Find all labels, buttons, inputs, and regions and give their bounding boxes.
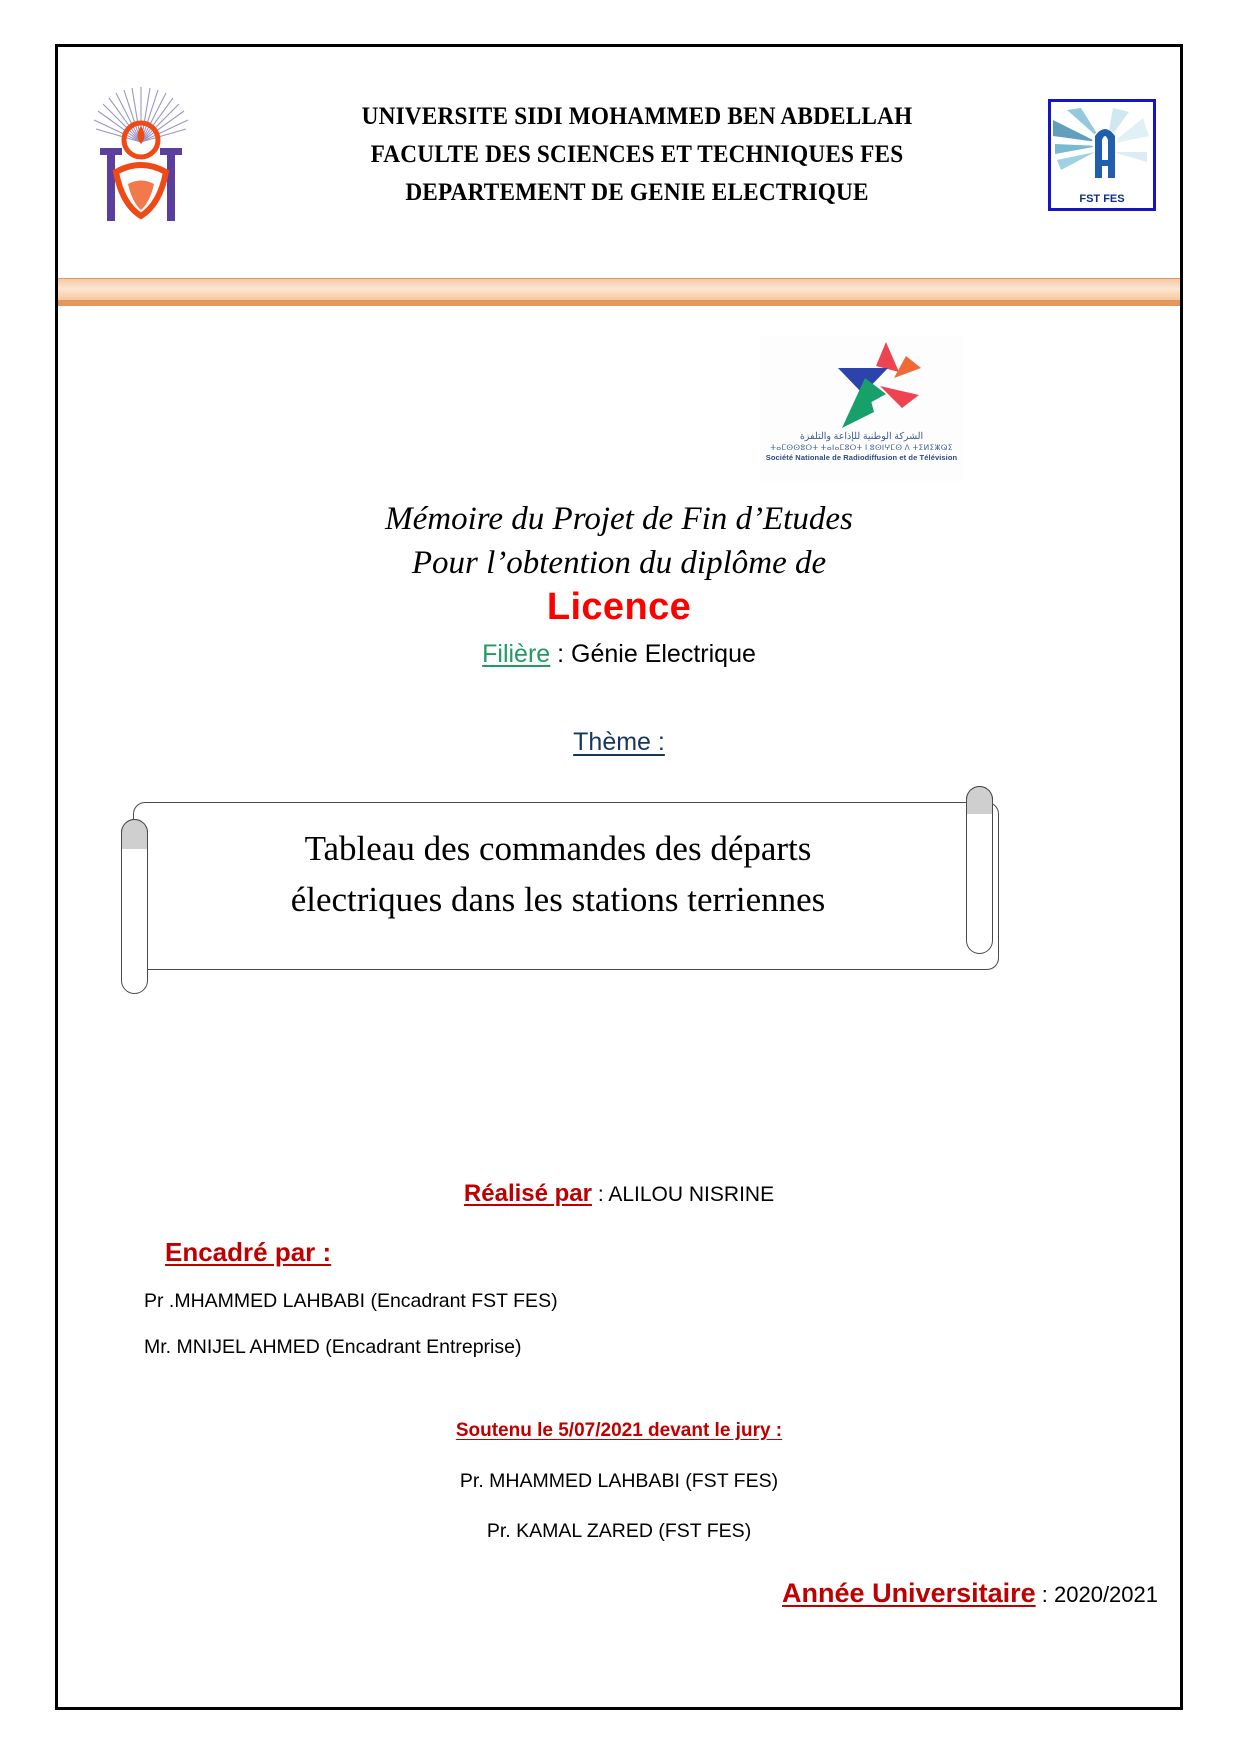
snrt-logo [760,336,963,481]
project-title [155,824,961,926]
academic-year-value: 2020/2021 [1054,1582,1158,1607]
project-title-line-1: Tableau des commandes des départs [304,829,812,868]
memoire-line-2: Pour l’obtention du diplôme de [411,544,827,581]
orange-divider [58,278,1180,308]
scroll-curl-left-cap [121,819,148,849]
jury-list [58,1470,1180,1570]
filiere-value: Génie Electrique [571,640,756,668]
list-item: Pr. KAMAL ZARED (FST FES) [486,1520,752,1542]
scroll-curl-right-cap [966,786,993,814]
list-item: Mr. MNIJEL AHMED (Encadrant Entreprise) [144,1335,522,1358]
supervisor-list [144,1292,558,1383]
theme-label: Thème : [573,728,665,756]
list-item: Pr .MHAMMED LAHBABI (Encadrant FST FES) [144,1290,558,1312]
orange-divider-gradient [58,278,1180,301]
list-item: Pr. MHAMMED LAHBABI (FST FES) [459,1470,779,1492]
header [58,47,1180,262]
university-crest-icon [82,80,200,230]
snrt-french-name: Société Nationale de Radiodiffusion et de Télévision [765,453,958,463]
snrt-star-icon [802,338,922,430]
author-separator: : [592,1183,609,1206]
project-title-line-2: électriques dans les stations terriennes [290,879,826,919]
author-value: ALILOU NISRINE [608,1183,775,1206]
supervision-heading [165,1237,331,1268]
institution-line-3: DEPARTEMENT DE GENIE ELECTRIQUE [405,178,869,206]
institution-titles [200,98,1048,212]
academic-year-row [58,1578,1158,1609]
filiere-separator: : [550,640,572,668]
academic-year-label: Année Universitaire [782,1578,1036,1608]
fst-fes-logo-icon [1048,99,1156,211]
snrt-tifinagh-name: ⵜⴰⵎⵙⵙⵓⵔⵜ ⵜⴰⵏⴰⵎⵓⵔⵜ ⵏ ⵓⵙⵏⵖⵎⵙ ⴷ ⵜⵉⵍⵉⵥⵕⵉ [770,442,953,452]
defense-label: Soutenu le 5/07/2021 devant le jury : [455,1420,783,1441]
svg-text:FST FES: FST FES [1079,192,1125,205]
institution-line-2: FACULTE DES SCIENCES ET TECHNIQUES FES [370,140,904,168]
author-row [58,1180,1180,1208]
diploma-name: Licence [546,586,692,628]
academic-year-separator: : [1035,1582,1054,1607]
memoire-line-1: Mémoire du Projet de Fin d’Etudes [385,501,853,537]
filiere-label: Filière [482,640,551,668]
author-label: Réalisé par [463,1180,592,1207]
defense-row [58,1420,1180,1442]
memoire-heading [58,498,1180,586]
institution-line-1: UNIVERSITE SIDI MOHAMMED BEN ABDELLAH [361,102,913,130]
theme-label-row [58,728,1180,757]
supervision-label: Encadré par : [165,1237,332,1267]
snrt-arabic-name: الشركة الوطنية للإذاعة والتلفزة [799,431,924,442]
filiere-row [58,640,1180,669]
orange-divider-rule [58,300,1180,306]
theme-scroll-box [115,786,999,1001]
